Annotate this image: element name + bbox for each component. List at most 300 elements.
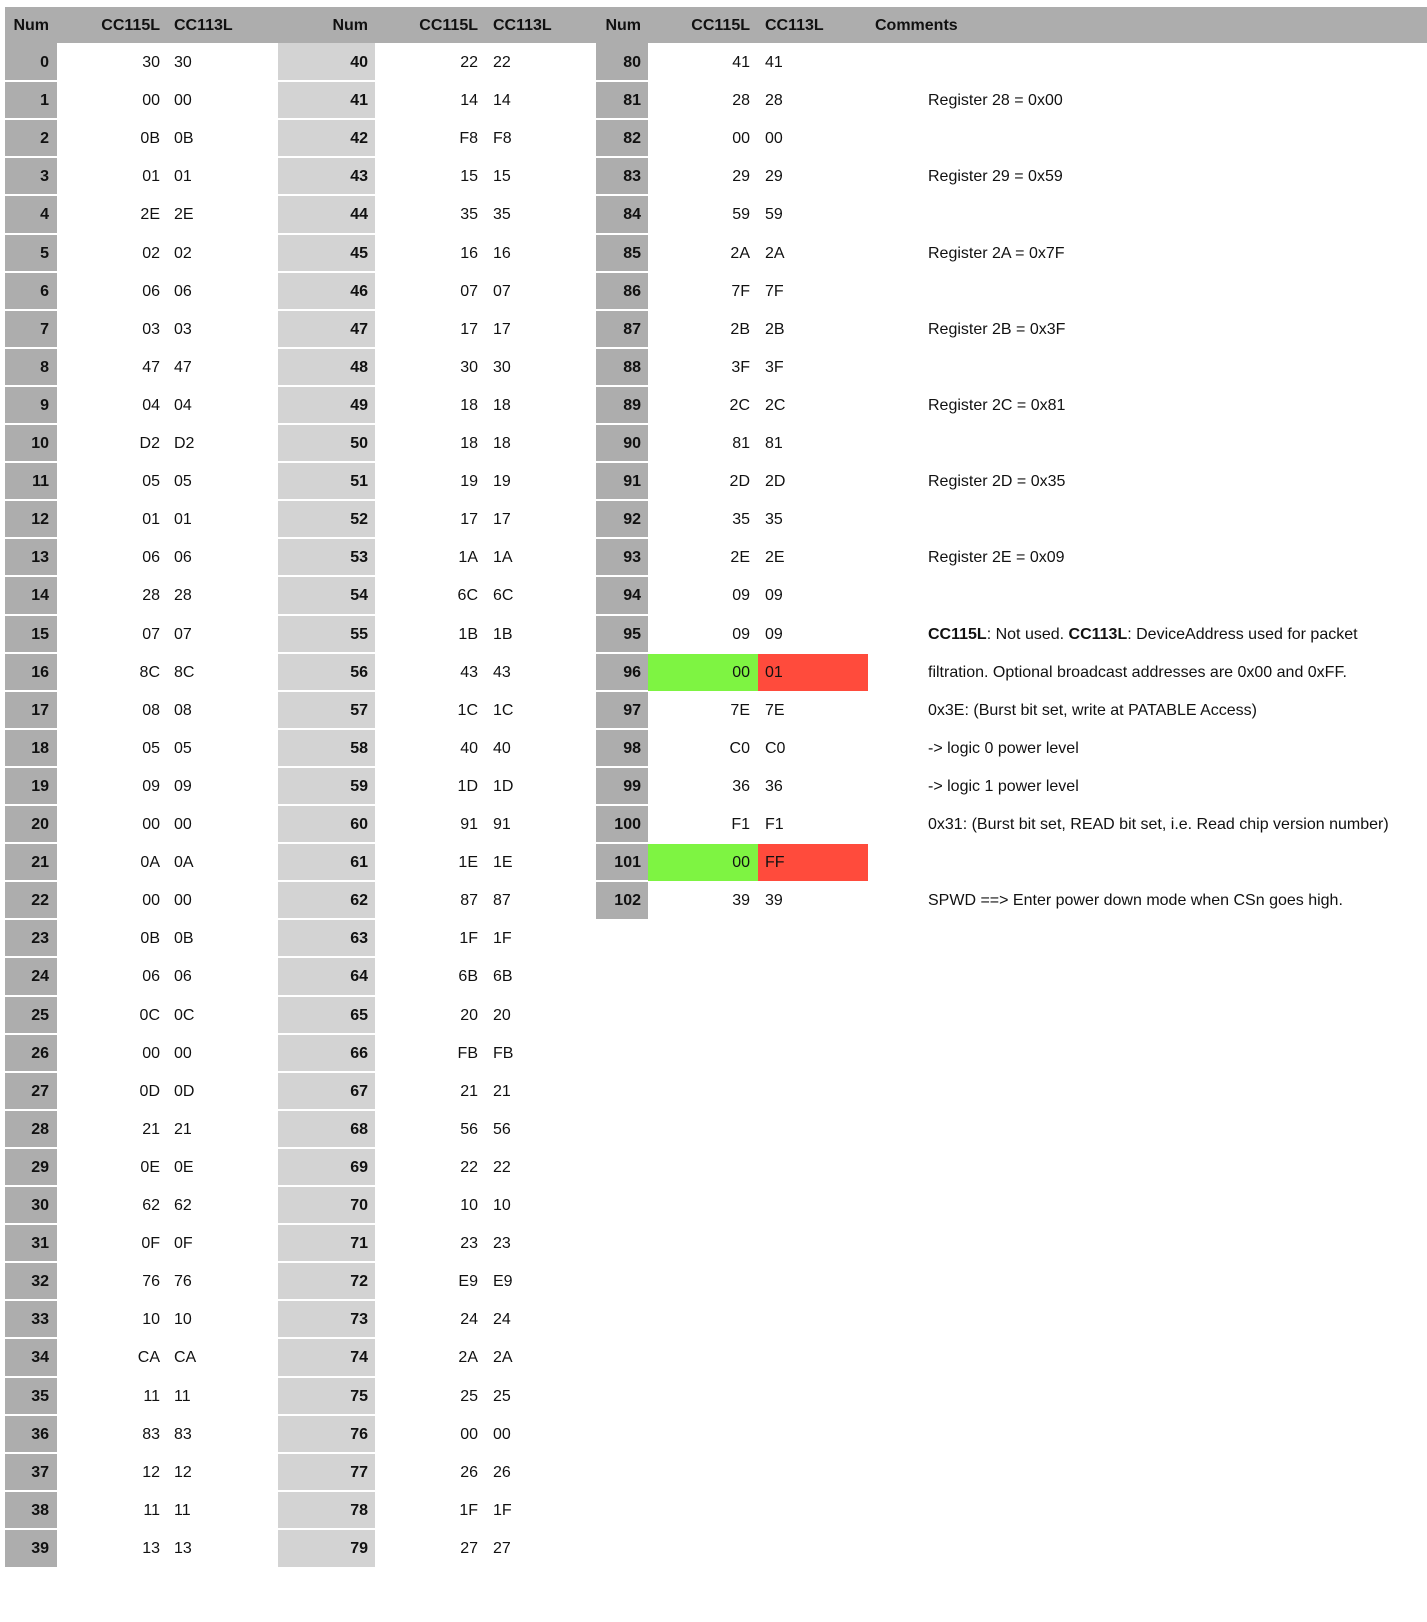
row-num: 45 <box>350 244 368 262</box>
cc113l-value: 24 <box>493 1311 511 1329</box>
comment-text: SPWD ==> Enter power down mode when CSn goes high. <box>928 892 1343 910</box>
row-num: 18 <box>31 739 49 757</box>
row-num: 56 <box>350 663 368 681</box>
row-num: 20 <box>31 816 49 833</box>
header-cc113l-1: CC113L <box>174 17 233 34</box>
cc113l-value: 21 <box>493 1082 511 1100</box>
cc115l-value: 0C <box>139 1006 160 1024</box>
row-num: 24 <box>31 968 49 986</box>
cc115l-value: 08 <box>142 701 160 719</box>
cc115l-value: 1A <box>458 549 478 567</box>
cc113l-value: 18 <box>493 396 511 414</box>
cc115l-value: 00 <box>142 92 160 110</box>
row-num: 101 <box>614 854 641 872</box>
row-num: 29 <box>31 1158 49 1176</box>
cc113l-value: 59 <box>765 206 783 224</box>
cc115l-value: 21 <box>142 1120 160 1138</box>
cc115l-value: 30 <box>460 358 478 376</box>
cc113l-value: 01 <box>765 663 783 681</box>
cc115l-value: 1E <box>458 854 478 872</box>
comment-text: Register 2C = 0x81 <box>928 396 1066 414</box>
row-num: 97 <box>623 701 641 719</box>
row-num: 67 <box>350 1082 368 1100</box>
cc113l-value: 21 <box>174 1120 192 1138</box>
row-num: 26 <box>31 1044 49 1062</box>
cc115l-value: 62 <box>142 1197 160 1214</box>
cc115l-value: 11 <box>143 1501 160 1519</box>
cc115l-value: 23 <box>460 1235 478 1253</box>
comment-row-16 <box>928 653 1347 692</box>
cc113l-value: 26 <box>493 1463 511 1481</box>
cc115l-value: 18 <box>460 435 478 452</box>
row-num: 27 <box>31 1082 49 1100</box>
cc115l-value: 00 <box>142 816 160 833</box>
cc113l-value: 7E <box>765 701 785 719</box>
comment-text: Register 2B = 0x3F <box>928 320 1066 338</box>
cc113l-value: 17 <box>493 511 511 529</box>
cc115l-value: 05 <box>142 473 160 491</box>
row-num: 34 <box>31 1349 49 1367</box>
cc115l-value: 09 <box>732 587 750 605</box>
cc115l-value: 30 <box>142 54 160 71</box>
cc113l-value: 08 <box>174 701 192 719</box>
comment-row-13 <box>928 538 1065 577</box>
cc113l-value: 27 <box>493 1539 511 1557</box>
row-num: 10 <box>31 435 49 452</box>
cc113l-value: F1 <box>765 816 784 833</box>
cc113l-value: 40 <box>493 739 511 757</box>
row-num: 62 <box>350 892 368 910</box>
row-num: 39 <box>31 1539 49 1557</box>
cc113l-value: 3F <box>765 358 784 376</box>
cc113l-value: 07 <box>174 625 192 643</box>
cc115l-value: CA <box>137 1349 160 1367</box>
cc115l-value: 07 <box>142 625 160 643</box>
row-num: 93 <box>623 549 641 567</box>
cc113l-value: 1C <box>493 701 514 719</box>
row-num: 50 <box>350 435 368 452</box>
cc113l-value: 01 <box>174 511 192 529</box>
cc115l-value: 01 <box>142 511 160 529</box>
cc115l-value: 0B <box>140 930 160 948</box>
row-num: 96 <box>623 663 641 681</box>
cc113l-value: 30 <box>174 54 192 71</box>
row-num: 15 <box>31 625 49 643</box>
cc115l-value: 8C <box>139 663 160 681</box>
cc115l-value: 10 <box>142 1311 160 1329</box>
cc113l-value: 06 <box>174 282 192 300</box>
comment-text: : Not used. <box>986 625 1069 643</box>
cc113l-value: 13 <box>174 1539 192 1557</box>
cc115l-value: 00 <box>460 1425 478 1443</box>
cc115l-value: 83 <box>142 1425 160 1443</box>
cc115l-value: 00 <box>732 130 750 148</box>
cc113l-value: F8 <box>493 130 512 148</box>
cc113l-value: 56 <box>493 1120 511 1138</box>
cc115l-value: E9 <box>458 1273 478 1291</box>
cc115l-value: 01 <box>142 168 160 186</box>
row-num: 37 <box>31 1463 49 1481</box>
cc115l-value: 0D <box>139 1082 160 1100</box>
cc115l-value: 0F <box>141 1235 160 1253</box>
row-num: 7 <box>40 320 49 338</box>
cc115l-value: 2A <box>730 244 750 262</box>
comment-text: Register 2A = 0x7F <box>928 244 1065 262</box>
row-num: 0 <box>40 54 49 71</box>
comment-text: : DeviceAddress used for packet <box>1127 625 1358 643</box>
cc113l-value: 29 <box>765 168 783 186</box>
cc113l-value: 04 <box>174 396 192 414</box>
cc113l-value: 09 <box>765 625 783 643</box>
row-num: 78 <box>350 1501 368 1519</box>
cc113l-value: 76 <box>174 1273 192 1291</box>
cc115l-value: 2D <box>729 473 750 491</box>
cc115l-value: 15 <box>460 168 478 186</box>
row-num: 12 <box>31 511 49 529</box>
row-num: 11 <box>32 473 49 491</box>
cc113l-value: CA <box>174 1349 197 1367</box>
row-num: 57 <box>350 701 368 719</box>
comment-text: Register 29 = 0x59 <box>928 168 1063 186</box>
cc115l-value: 7E <box>730 701 750 719</box>
row-num: 36 <box>31 1425 49 1443</box>
cc113l-value: 1D <box>493 777 514 795</box>
comment-row-18 <box>928 729 1079 768</box>
cc113l-value: 1A <box>493 549 513 567</box>
cc115l-value: 6B <box>458 968 478 986</box>
header-num-3: Num <box>605 17 641 34</box>
comment-row-3 <box>928 157 1063 196</box>
cc113l-value: 25 <box>493 1387 511 1405</box>
row-num: 23 <box>31 930 49 948</box>
comment-chip-name: CC115L <box>928 625 987 643</box>
cc113l-value: 30 <box>493 358 511 376</box>
header-num-2: Num <box>332 17 368 34</box>
cc113l-value: D2 <box>174 435 195 452</box>
row-num: 47 <box>350 320 368 338</box>
cc115l-value: FB <box>457 1044 478 1062</box>
row-num: 33 <box>31 1311 49 1329</box>
cc115l-value: 22 <box>460 54 478 71</box>
cc115l-value: 39 <box>732 892 750 910</box>
cc113l-value: 91 <box>493 816 511 833</box>
cc113l-value: 87 <box>493 892 511 910</box>
cc115l-value: 2A <box>458 1349 478 1367</box>
row-num: 66 <box>350 1044 368 1062</box>
cc113l-value: 0E <box>174 1158 194 1176</box>
cc113l-value: 00 <box>174 92 192 110</box>
cc115l-value: D2 <box>139 435 160 452</box>
row-num: 77 <box>350 1463 368 1481</box>
cc113l-value: C0 <box>765 739 786 757</box>
row-num: 84 <box>623 206 641 224</box>
cc115l-value: 22 <box>460 1158 478 1176</box>
cc115l-value: 0B <box>140 130 160 148</box>
row-num: 60 <box>350 816 368 833</box>
comment-row-17 <box>928 691 1257 730</box>
cc113l-value: 2A <box>493 1349 513 1367</box>
header-cc113l-2: CC113L <box>493 17 552 34</box>
cc113l-value: 39 <box>765 892 783 910</box>
row-num: 65 <box>350 1006 368 1024</box>
cc113l-value: 20 <box>493 1006 511 1024</box>
cc115l-value: 2E <box>730 549 750 567</box>
row-num: 43 <box>350 168 368 186</box>
cc115l-value: 10 <box>460 1197 478 1214</box>
row-num: 71 <box>350 1235 368 1253</box>
row-num: 42 <box>350 130 368 148</box>
cc115l-value: 14 <box>460 92 478 110</box>
row-num: 21 <box>31 854 49 872</box>
row-num: 79 <box>350 1539 368 1557</box>
cc115l-value: 06 <box>142 282 160 300</box>
cc115l-value: 05 <box>142 739 160 757</box>
comment-row-5 <box>928 234 1065 273</box>
cc113l-value: 2E <box>765 549 785 567</box>
cc115l-value: 1F <box>459 930 478 948</box>
cc115l-value: 00 <box>732 663 750 681</box>
cc113l-value: 1B <box>493 625 513 643</box>
cc113l-value: 01 <box>174 168 192 186</box>
comment-row-11 <box>928 462 1065 501</box>
cc115l-value: 2E <box>140 206 160 224</box>
row-num: 14 <box>31 587 49 605</box>
comment-row-22 <box>928 881 1343 920</box>
cc113l-value: 35 <box>765 511 783 529</box>
cc113l-value: 06 <box>174 968 192 986</box>
cc113l-value: FF <box>765 854 785 872</box>
cc115l-value: 00 <box>142 892 160 910</box>
cc115l-value: 81 <box>732 435 750 452</box>
row-num: 55 <box>350 625 368 643</box>
cc115l-value: 1B <box>458 625 478 643</box>
cc113l-value: 2A <box>765 244 785 262</box>
row-num: 74 <box>350 1349 368 1367</box>
row-num: 5 <box>40 244 49 262</box>
row-num: 46 <box>350 282 368 300</box>
row-num: 86 <box>623 282 641 300</box>
cc115l-value: 29 <box>732 168 750 186</box>
cc115l-value: 0E <box>140 1158 160 1176</box>
cc115l-value: 6C <box>457 587 478 605</box>
cc115l-value: 27 <box>460 1539 478 1557</box>
cc115l-value: 06 <box>142 549 160 567</box>
row-num: 82 <box>623 130 641 148</box>
row-num: 72 <box>350 1273 368 1291</box>
cc115l-value: C0 <box>729 739 750 757</box>
comment-text: -> logic 1 power level <box>928 777 1079 795</box>
comment-text: Register 2E = 0x09 <box>928 549 1065 567</box>
cc113l-value: 2B <box>765 320 785 338</box>
row-num: 8 <box>40 358 49 376</box>
cc113l-value: 0A <box>174 854 194 872</box>
comment-text: 0x3E: (Burst bit set, write at PATABLE Access) <box>928 701 1257 719</box>
cc113l-value: 2C <box>765 396 786 414</box>
row-num: 22 <box>31 892 49 910</box>
cc115l-value: 87 <box>460 892 478 910</box>
cc113l-value: 0B <box>174 130 194 148</box>
cc115l-value: 09 <box>732 625 750 643</box>
cc115l-value: 56 <box>460 1120 478 1138</box>
header-cc115l-1: CC115L <box>101 17 160 34</box>
row-num: 49 <box>350 396 368 414</box>
cc115l-value: 7F <box>731 282 750 300</box>
cc113l-value: 15 <box>493 168 511 186</box>
row-num: 90 <box>623 435 641 452</box>
row-num: 91 <box>623 473 641 491</box>
cc113l-value: 28 <box>765 92 783 110</box>
row-num: 95 <box>623 625 641 643</box>
row-num: 16 <box>31 663 49 681</box>
cc113l-value: FB <box>493 1044 514 1062</box>
cc115l-value: 17 <box>460 511 478 529</box>
cc115l-value: 12 <box>142 1463 160 1481</box>
row-num: 44 <box>350 206 368 224</box>
cc115l-value: 13 <box>142 1539 160 1557</box>
row-num: 28 <box>31 1120 49 1138</box>
cc113l-value: 35 <box>493 206 511 224</box>
row-num: 2 <box>40 130 49 148</box>
cc113l-value: 22 <box>493 54 511 71</box>
cc115l-value: 35 <box>460 206 478 224</box>
cc113l-value: 00 <box>174 816 192 833</box>
header-cc113l-3: CC113L <box>765 17 824 34</box>
cc115l-value: 2B <box>730 320 750 338</box>
cc115l-value: 03 <box>142 320 160 338</box>
row-num: 59 <box>350 777 368 795</box>
row-num: 1 <box>40 92 49 110</box>
cc113l-value: 47 <box>174 358 192 376</box>
cc115l-value: 19 <box>460 473 478 491</box>
comment-text: 0x31: (Burst bit set, READ bit set, i.e. Read chip version number) <box>928 816 1389 833</box>
cc115l-value: 0A <box>140 854 160 872</box>
row-num: 41 <box>350 92 368 110</box>
cc113l-value: 1F <box>493 1501 512 1519</box>
row-num: 31 <box>31 1235 49 1253</box>
cc113l-value: 1E <box>493 854 513 872</box>
cc113l-value: 09 <box>174 777 192 795</box>
cc113l-value: 05 <box>174 739 192 757</box>
row-num: 92 <box>623 511 641 529</box>
comment-chip-name: CC113L <box>1068 625 1128 643</box>
cc113l-value: 09 <box>765 587 783 605</box>
cc115l-value: 21 <box>460 1082 478 1100</box>
cc115l-value: 1D <box>457 777 478 795</box>
cc113l-value: 28 <box>174 587 192 605</box>
cc113l-value: 0C <box>174 1006 195 1024</box>
cc115l-value: 1C <box>457 701 478 719</box>
cc113l-value: 81 <box>765 435 783 452</box>
row-num: 38 <box>31 1501 49 1519</box>
cc113l-value: 6C <box>493 587 514 605</box>
row-num: 68 <box>350 1120 368 1138</box>
row-num: 19 <box>31 777 49 795</box>
row-num: 73 <box>350 1311 368 1329</box>
cc113l-value: 18 <box>493 435 511 452</box>
cc113l-value: 00 <box>493 1425 511 1443</box>
cc113l-value: 1F <box>493 930 512 948</box>
cc113l-value: 19 <box>493 473 511 491</box>
cc113l-value: 11 <box>174 1387 191 1405</box>
cc113l-value: 07 <box>493 282 511 300</box>
cc115l-value: 04 <box>142 396 160 414</box>
cc113l-value: 0B <box>174 930 194 948</box>
cc113l-value: 11 <box>174 1501 191 1519</box>
cc115l-value: 26 <box>460 1463 478 1481</box>
row-num: 85 <box>623 244 641 262</box>
row-num: 87 <box>623 320 641 338</box>
cc113l-value: 62 <box>174 1197 192 1214</box>
comment-text: -> logic 0 power level <box>928 739 1079 757</box>
cc113l-value: 7F <box>765 282 784 300</box>
cc113l-value: 03 <box>174 320 192 338</box>
cc113l-value: 41 <box>765 54 783 71</box>
row-num: 9 <box>40 396 49 414</box>
row-num: 64 <box>350 968 368 986</box>
cc113l-value: 00 <box>765 130 783 148</box>
cc115l-value: 06 <box>142 968 160 986</box>
row-num: 54 <box>350 587 368 605</box>
row-num: 58 <box>350 739 368 757</box>
row-num: 32 <box>31 1273 49 1291</box>
cc115l-value: 35 <box>732 511 750 529</box>
cc115l-value: 1F <box>459 1501 478 1519</box>
cc115l-value: 47 <box>142 358 160 376</box>
cc113l-value: 10 <box>174 1311 192 1329</box>
cc115l-value: 07 <box>460 282 478 300</box>
cc113l-value: 06 <box>174 549 192 567</box>
cc113l-value: 10 <box>493 1197 511 1214</box>
cc113l-value: 00 <box>174 1044 192 1062</box>
comment-row-7 <box>928 310 1065 349</box>
row-num: 69 <box>350 1158 368 1176</box>
cc115l-value: 00 <box>732 854 750 872</box>
cc115l-value: 02 <box>142 244 160 262</box>
header-cc115l-2: CC115L <box>419 17 478 34</box>
row-num: 89 <box>623 396 641 414</box>
header-num-1: Num <box>13 17 49 34</box>
cc115l-value: 91 <box>460 816 478 833</box>
row-num: 40 <box>350 54 368 71</box>
row-num: 100 <box>614 816 641 833</box>
cc113l-value: 2D <box>765 473 786 491</box>
cc113l-value: 12 <box>174 1463 192 1481</box>
row-num: 6 <box>40 282 49 300</box>
comment-row-20 <box>928 805 1389 844</box>
cc113l-value: 14 <box>493 92 511 110</box>
cc115l-value: F8 <box>459 130 478 148</box>
cc113l-value: 22 <box>493 1158 511 1176</box>
cc113l-value: 16 <box>493 244 511 262</box>
row-num: 52 <box>350 511 368 529</box>
row-num: 4 <box>40 206 49 224</box>
cc115l-value: 18 <box>460 396 478 414</box>
cc115l-value: 20 <box>460 1006 478 1024</box>
cc115l-value: 00 <box>142 1044 160 1062</box>
row-num: 94 <box>623 587 641 605</box>
cc115l-value: 28 <box>142 587 160 605</box>
row-num: 25 <box>31 1006 49 1024</box>
cc113l-value: 8C <box>174 663 195 681</box>
cc115l-value: 3F <box>731 358 750 376</box>
cc113l-value: 23 <box>493 1235 511 1253</box>
row-num: 70 <box>350 1197 368 1214</box>
row-num: 53 <box>350 549 368 567</box>
cc115l-value: 76 <box>142 1273 160 1291</box>
cc115l-value: 24 <box>460 1311 478 1329</box>
row-num: 81 <box>623 92 641 110</box>
row-num: 61 <box>350 854 368 872</box>
